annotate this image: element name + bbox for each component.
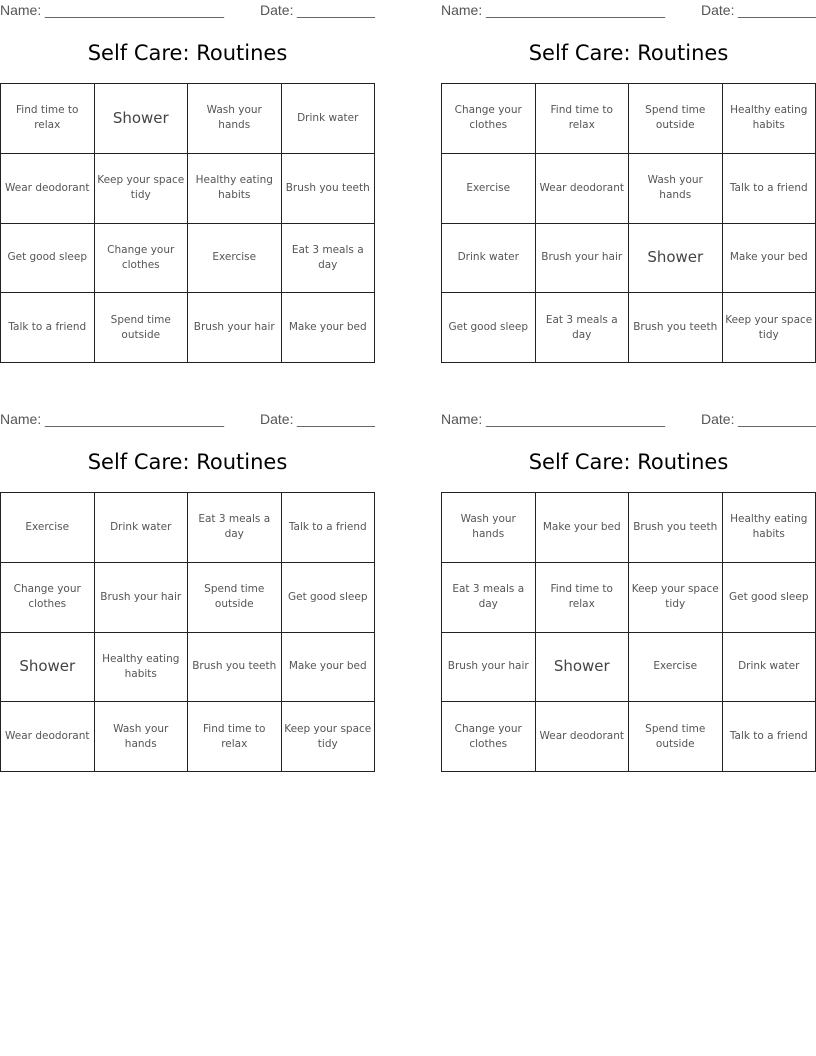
bingo-cell: Exercise (188, 224, 282, 294)
bingo-cell: Spend time outside (95, 293, 189, 363)
name-date-line (441, 409, 816, 431)
date-blank-line: __________ (297, 411, 375, 427)
name-blank-line: _______________________ (486, 411, 666, 427)
bingo-cell: Brush you teeth (629, 293, 723, 363)
name-date-line (0, 0, 375, 22)
bingo-cell: Exercise (442, 154, 536, 224)
date-label: Date: (701, 411, 735, 427)
bingo-cell: Shower (95, 84, 189, 154)
bingo-card-3 (0, 409, 375, 750)
card-title: Self Care: Routines (87, 41, 288, 65)
date-blank-line: __________ (738, 411, 816, 427)
bingo-cell: Drink water (282, 84, 376, 154)
bingo-cell: Wear deodorant (536, 702, 630, 772)
bingo-grid (441, 83, 816, 363)
bingo-cell: Get good sleep (723, 563, 816, 633)
bingo-cell: Make your bed (723, 224, 816, 294)
bingo-cell: Find time to relax (536, 563, 630, 633)
bingo-cell: Keep your space tidy (282, 702, 376, 772)
bingo-cell: Keep your space tidy (629, 563, 723, 633)
bingo-cell: Talk to a friend (1, 293, 95, 363)
bingo-cell: Wash your hands (188, 84, 282, 154)
name-label: Name: (441, 411, 483, 427)
bingo-cell: Get good sleep (1, 224, 95, 294)
date-label: Date: (260, 2, 294, 18)
name-label: Name: (441, 2, 483, 18)
bingo-cell: Brush your hair (188, 293, 282, 363)
bingo-cell: Wear deodorant (1, 154, 95, 224)
bingo-cell: Eat 3 meals a day (536, 293, 630, 363)
bingo-cell: Shower (629, 224, 723, 294)
name-blank-line: _______________________ (45, 411, 225, 427)
bingo-card-2 (441, 0, 816, 341)
bingo-cell: Exercise (629, 633, 723, 703)
bingo-cell: Find time to relax (1, 84, 95, 154)
bingo-cell: Brush your hair (536, 224, 630, 294)
date-label: Date: (260, 411, 294, 427)
bingo-cell: Make your bed (282, 293, 376, 363)
bingo-cell: Change your clothes (442, 84, 536, 154)
bingo-cell: Wash your hands (95, 702, 189, 772)
date-label: Date: (701, 2, 735, 18)
bingo-cell: Find time to relax (188, 702, 282, 772)
bingo-cell: Healthy eating habits (723, 493, 816, 563)
bingo-cell: Wash your hands (629, 154, 723, 224)
bingo-grid (441, 492, 816, 772)
bingo-cell: Wear deodorant (536, 154, 630, 224)
bingo-cell: Exercise (1, 493, 95, 563)
bingo-cell: Brush you teeth (282, 154, 376, 224)
bingo-cell: Drink water (95, 493, 189, 563)
bingo-card-4 (441, 409, 816, 750)
bingo-cell: Get good sleep (442, 293, 536, 363)
name-label: Name: (0, 2, 42, 18)
bingo-cell: Talk to a friend (723, 154, 816, 224)
bingo-cell: Eat 3 meals a day (282, 224, 376, 294)
name-blank-line: _______________________ (486, 2, 666, 18)
bingo-grid (0, 492, 375, 772)
bingo-cell: Brush your hair (442, 633, 536, 703)
bingo-cell: Wear deodorant (1, 702, 95, 772)
name-label: Name: (0, 411, 42, 427)
card-title: Self Care: Routines (87, 450, 288, 474)
bingo-cell: Drink water (442, 224, 536, 294)
date-blank-line: __________ (738, 2, 816, 18)
name-date-line (0, 409, 375, 431)
bingo-cell: Make your bed (282, 633, 376, 703)
bingo-cell: Healthy eating habits (95, 633, 189, 703)
bingo-cell: Keep your space tidy (95, 154, 189, 224)
card-title: Self Care: Routines (528, 450, 729, 474)
bingo-cell: Eat 3 meals a day (442, 563, 536, 633)
name-date-line (441, 0, 816, 22)
bingo-cell: Healthy eating habits (723, 84, 816, 154)
bingo-cell: Find time to relax (536, 84, 630, 154)
bingo-cell: Spend time outside (629, 84, 723, 154)
bingo-cell: Healthy eating habits (188, 154, 282, 224)
bingo-card-1 (0, 0, 375, 341)
card-title: Self Care: Routines (528, 41, 729, 65)
name-blank-line: _______________________ (45, 2, 225, 18)
bingo-grid (0, 83, 375, 363)
bingo-cell: Eat 3 meals a day (188, 493, 282, 563)
bingo-cell: Spend time outside (188, 563, 282, 633)
bingo-cell: Brush your hair (95, 563, 189, 633)
bingo-cell: Brush you teeth (188, 633, 282, 703)
bingo-cell: Make your bed (536, 493, 630, 563)
bingo-cell: Brush you teeth (629, 493, 723, 563)
bingo-cell: Shower (1, 633, 95, 703)
bingo-cell: Spend time outside (629, 702, 723, 772)
bingo-cell: Wash your hands (442, 493, 536, 563)
bingo-cell: Talk to a friend (723, 702, 816, 772)
bingo-cell: Shower (536, 633, 630, 703)
bingo-cell: Change your clothes (1, 563, 95, 633)
bingo-cell: Talk to a friend (282, 493, 376, 563)
bingo-cell: Change your clothes (95, 224, 189, 294)
bingo-cell: Change your clothes (442, 702, 536, 772)
bingo-cell: Drink water (723, 633, 816, 703)
bingo-cell: Keep your space tidy (723, 293, 816, 363)
date-blank-line: __________ (297, 2, 375, 18)
bingo-cell: Get good sleep (282, 563, 376, 633)
